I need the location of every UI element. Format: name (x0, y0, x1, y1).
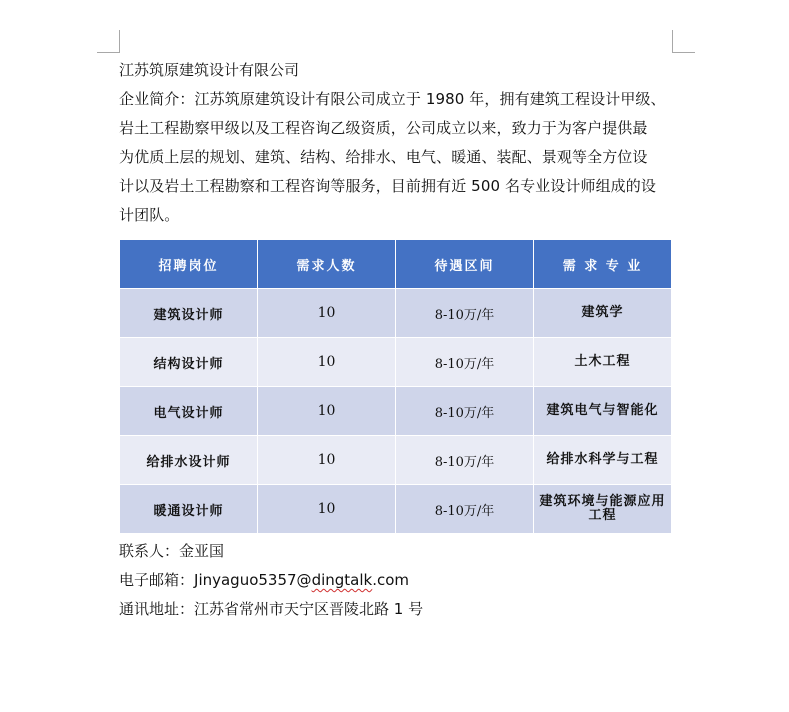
address-label: 通讯地址： (119, 600, 195, 618)
cell-count: 10 (258, 338, 396, 387)
table-row (120, 387, 672, 436)
company-intro (119, 85, 672, 230)
table-row (120, 289, 672, 338)
contact-info (119, 537, 672, 624)
page-corner-mark-top-left (97, 30, 120, 53)
cell-position: 暖通设计师 (120, 485, 258, 534)
email-user: Jinyaguo5357@ (194, 571, 312, 589)
cell-major: 建筑电气与智能化 (534, 387, 672, 436)
cell-position: 建筑设计师 (120, 289, 258, 338)
cell-major: 建筑学 (534, 289, 672, 338)
contact-person-label: 联系人： (119, 542, 180, 560)
address: 江苏省常州市天宁区晋陵北路 1 号 (194, 600, 424, 618)
cell-salary: 8-10万/年 (396, 289, 534, 338)
cell-count: 10 (258, 387, 396, 436)
page-corner-mark-top-right (672, 30, 695, 53)
intro-line: 为优质上层的规划、建筑、结构、给排水、电气、暖通、装配、景观等全方位设 (119, 148, 648, 166)
table-header-row (120, 240, 672, 289)
table-row (120, 485, 672, 534)
cell-major: 土木工程 (534, 338, 672, 387)
intro-line: 企业简介：江苏筑原建筑设计有限公司成立于 1980 年，拥有建筑工程设计甲级、 (119, 90, 666, 108)
intro-line: 岩土工程勘察甲级以及工程咨询乙级资质，公司成立以来，致力于为客户提供最 (119, 119, 648, 137)
header-major: 需 求 专 业 (534, 240, 672, 289)
table-row (120, 338, 672, 387)
cell-count: 10 (258, 289, 396, 338)
contact-person-line (119, 537, 672, 566)
contact-person: 金亚国 (179, 542, 225, 560)
address-line (119, 595, 672, 624)
email-label: 电子邮箱： (119, 571, 195, 589)
cell-major: 建筑环境与能源应用工程 (534, 485, 672, 534)
company-name: 江苏筑原建筑设计有限公司 (119, 61, 300, 79)
cell-position: 结构设计师 (120, 338, 258, 387)
cell-major: 给排水科学与工程 (534, 436, 672, 485)
intro-line: 计团队。 (119, 206, 180, 224)
cell-salary: 8-10万/年 (396, 436, 534, 485)
document-body[interactable] (119, 56, 672, 624)
table-row (120, 436, 672, 485)
intro-line: 计以及岩土工程勘察和工程咨询等服务，目前拥有近 500 名专业设计师组成的设 (119, 177, 656, 195)
cell-position: 给排水设计师 (120, 436, 258, 485)
cell-count: 10 (258, 485, 396, 534)
email-tld: .com (372, 571, 410, 589)
cell-salary: 8-10万/年 (396, 387, 534, 436)
header-salary: 待遇区间 (396, 240, 534, 289)
cell-position: 电气设计师 (120, 387, 258, 436)
cell-salary: 8-10万/年 (396, 338, 534, 387)
email-line (119, 566, 672, 595)
email-domain: dingtalk (311, 571, 373, 589)
cell-salary: 8-10万/年 (396, 485, 534, 534)
recruitment-table (119, 239, 672, 534)
header-count: 需求人数 (258, 240, 396, 289)
header-position: 招聘岗位 (120, 240, 258, 289)
cell-count: 10 (258, 436, 396, 485)
